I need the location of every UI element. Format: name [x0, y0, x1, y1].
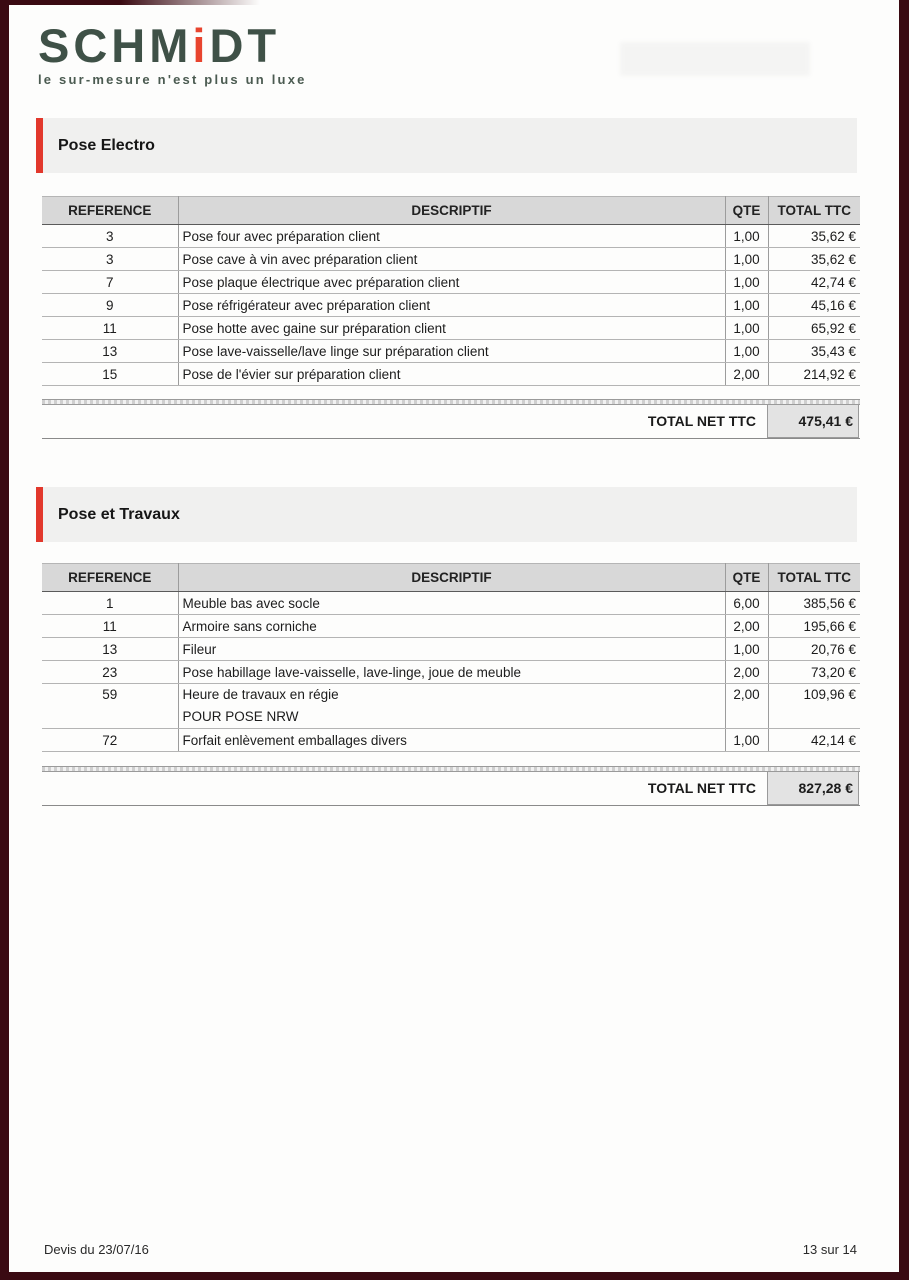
cell-descriptif: Pose habillage lave-vaisselle, lave-linge, joue de meuble	[178, 661, 725, 684]
column-header-reference: REFERENCE	[42, 564, 178, 592]
cell-total: 109,96 €	[768, 684, 860, 729]
cell-descriptif: Pose réfrigérateur avec préparation client	[178, 294, 725, 317]
total-net-ttc-label: TOTAL NET TTC	[647, 413, 756, 429]
cell-descriptif: Pose four avec préparation client	[178, 225, 725, 248]
pose-electro-table	[42, 196, 860, 386]
cell-descriptif	[178, 684, 725, 729]
table-row	[42, 363, 860, 386]
cell-qte: 2,00	[725, 615, 768, 638]
cell-descriptif: Pose de l'évier sur préparation client	[178, 363, 725, 386]
cell-descriptif: Armoire sans corniche	[178, 615, 725, 638]
column-header-reference: REFERENCE	[42, 197, 178, 225]
section-title: Pose Electro	[58, 136, 155, 154]
cell-reference: 9	[42, 294, 178, 317]
section-header-pose-et-travaux	[36, 487, 857, 542]
cell-reference: 13	[42, 638, 178, 661]
cell-qte: 1,00	[725, 729, 768, 752]
column-header-qte: QTE	[725, 564, 768, 592]
column-header-qte: QTE	[725, 197, 768, 225]
cell-qte: 1,00	[725, 225, 768, 248]
total-net-ttc-value: 475,41 €	[767, 404, 859, 438]
footer-devis-date: Devis du 23/07/16	[44, 1242, 149, 1257]
descriptif-line1: Heure de travaux en régie	[182, 687, 339, 702]
cell-reference: 59	[42, 684, 178, 729]
column-header-descriptif: DESCRIPTIF	[178, 197, 725, 225]
scan-border-right	[899, 0, 909, 1280]
table-row	[42, 592, 860, 615]
column-header-descriptif: DESCRIPTIF	[178, 564, 725, 592]
cell-descriptif: Meuble bas avec socle	[178, 592, 725, 615]
cell-reference: 3	[42, 225, 178, 248]
cell-total: 65,92 €	[768, 317, 860, 340]
scan-border-top	[0, 0, 260, 5]
cell-total: 45,16 €	[768, 294, 860, 317]
cell-qte: 1,00	[725, 271, 768, 294]
scan-border-bottom	[0, 1272, 909, 1280]
cell-total: 42,74 €	[768, 271, 860, 294]
cell-reference: 72	[42, 729, 178, 752]
red-accent-bar	[36, 118, 43, 173]
cell-qte: 1,00	[725, 317, 768, 340]
table-header-row	[42, 197, 860, 225]
logo-accent-i: i	[192, 19, 210, 72]
cell-qte: 1,00	[725, 294, 768, 317]
cell-total: 20,76 €	[768, 638, 860, 661]
cell-reference: 3	[42, 248, 178, 271]
pose-electro-total-row	[42, 404, 860, 439]
cell-descriptif: Pose plaque électrique avec préparation client	[178, 271, 725, 294]
cell-total: 35,62 €	[768, 225, 860, 248]
total-net-ttc-value: 827,28 €	[767, 771, 859, 805]
descriptif-line2: POUR POSE NRW	[182, 709, 299, 724]
cell-descriptif: Fileur	[178, 638, 725, 661]
cell-total: 35,43 €	[768, 340, 860, 363]
logo-part1: SCHM	[38, 19, 193, 72]
pose-et-travaux-total-row	[42, 771, 860, 806]
cell-total: 73,20 €	[768, 661, 860, 684]
cell-qte: 2,00	[725, 684, 768, 729]
red-accent-bar	[36, 487, 43, 542]
cell-reference: 13	[42, 340, 178, 363]
cell-total: 214,92 €	[768, 363, 860, 386]
table-header-row	[42, 564, 860, 592]
cell-reference: 1	[42, 592, 178, 615]
cell-reference: 11	[42, 317, 178, 340]
cell-qte: 1,00	[725, 248, 768, 271]
section-title: Pose et Travaux	[58, 505, 180, 523]
cell-descriptif: Pose hotte avec gaine sur préparation client	[178, 317, 725, 340]
cell-qte: 1,00	[725, 340, 768, 363]
bleed-through-ghost	[620, 42, 810, 76]
table-row	[42, 271, 860, 294]
table-row	[42, 661, 860, 684]
logo-wordmark	[38, 19, 307, 72]
cell-qte: 1,00	[725, 638, 768, 661]
cell-reference: 11	[42, 615, 178, 638]
cell-reference: 7	[42, 271, 178, 294]
cell-total: 35,62 €	[768, 248, 860, 271]
column-header-total-ttc: TOTAL TTC	[768, 564, 860, 592]
cell-reference: 15	[42, 363, 178, 386]
pose-et-travaux-table	[42, 563, 860, 752]
table-row	[42, 317, 860, 340]
table-row	[42, 729, 860, 752]
cell-descriptif: Pose cave à vin avec préparation client	[178, 248, 725, 271]
table-row	[42, 615, 860, 638]
logo-part2: DT	[209, 19, 281, 72]
footer-page-number: 13 sur 14	[802, 1242, 857, 1257]
cell-total: 42,14 €	[768, 729, 860, 752]
table-row	[42, 684, 860, 729]
cell-descriptif: Forfait enlèvement emballages divers	[178, 729, 725, 752]
total-net-ttc-label: TOTAL NET TTC	[647, 780, 756, 796]
table-row	[42, 340, 860, 363]
cell-total: 385,56 €	[768, 592, 860, 615]
table-row	[42, 248, 860, 271]
scan-border-left	[0, 0, 9, 1280]
table-row	[42, 225, 860, 248]
cell-descriptif: Pose lave-vaisselle/lave linge sur préparation client	[178, 340, 725, 363]
logo-tagline: le sur-mesure n'est plus un luxe	[38, 72, 307, 87]
logo	[38, 19, 307, 87]
cell-qte: 2,00	[725, 661, 768, 684]
section-header-pose-electro	[36, 118, 857, 173]
cell-reference: 23	[42, 661, 178, 684]
table-row	[42, 294, 860, 317]
cell-qte: 2,00	[725, 363, 768, 386]
column-header-total-ttc: TOTAL TTC	[768, 197, 860, 225]
cell-qte: 6,00	[725, 592, 768, 615]
table-row	[42, 638, 860, 661]
cell-total: 195,66 €	[768, 615, 860, 638]
